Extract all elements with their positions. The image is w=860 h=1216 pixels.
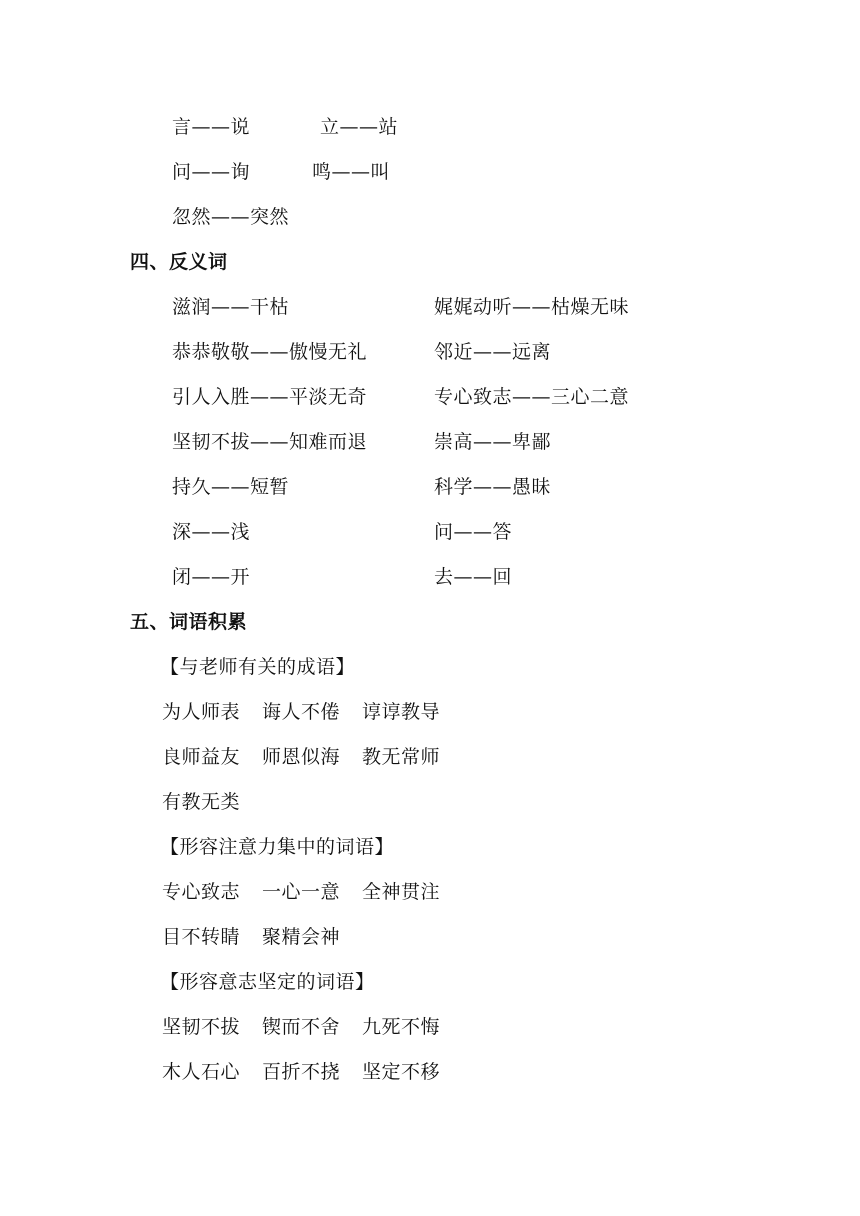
idiom: 锲而不舍 bbox=[262, 1016, 341, 1038]
idiom-line bbox=[162, 1060, 462, 1084]
antonym-pair: 持久——短暂 bbox=[172, 476, 290, 498]
section-heading-word-accumulation: 五、词语积累 bbox=[130, 611, 248, 633]
category-title: 【与老师有关的成语】 bbox=[160, 656, 356, 678]
antonym-pair: 邻近——远离 bbox=[434, 341, 552, 363]
idiom: 目不转睛 bbox=[162, 926, 241, 948]
idiom: 教无常师 bbox=[362, 746, 441, 768]
antonym-pair: 专心致志——三心二意 bbox=[434, 386, 630, 408]
idiom: 谆谆教导 bbox=[362, 701, 441, 723]
idiom-line bbox=[162, 790, 262, 814]
idiom: 九死不悔 bbox=[362, 1016, 441, 1038]
idiom: 诲人不倦 bbox=[262, 701, 341, 723]
idiom: 聚精会神 bbox=[262, 926, 341, 948]
category-title: 【形容意志坚定的词语】 bbox=[160, 971, 375, 993]
idiom: 百折不挠 bbox=[262, 1061, 341, 1083]
idiom: 为人师表 bbox=[162, 701, 241, 723]
antonym-pair: 坚韧不拔——知难而退 bbox=[172, 431, 368, 453]
idiom: 专心致志 bbox=[162, 881, 241, 903]
idiom: 木人石心 bbox=[162, 1061, 241, 1083]
idiom: 一心一意 bbox=[262, 881, 341, 903]
antonym-pair: 娓娓动听——枯燥无味 bbox=[434, 296, 630, 318]
synonym-pair: 鸣——叫 bbox=[312, 161, 391, 183]
section-heading-antonyms: 四、反义词 bbox=[130, 251, 228, 273]
antonym-pair: 崇高——卑鄙 bbox=[434, 431, 552, 453]
antonym-pair: 深——浅 bbox=[172, 521, 251, 543]
idiom: 有教无类 bbox=[162, 791, 241, 813]
idiom-line bbox=[162, 1015, 462, 1039]
antonym-pair: 去——回 bbox=[434, 566, 513, 588]
idiom: 师恩似海 bbox=[262, 746, 341, 768]
idiom: 全神贯注 bbox=[362, 881, 441, 903]
idiom: 良师益友 bbox=[162, 746, 241, 768]
idiom-line bbox=[162, 880, 462, 904]
synonym-pair: 言——说 bbox=[172, 116, 251, 138]
synonym-pair: 立——站 bbox=[320, 116, 399, 138]
synonym-pair: 忽然——突然 bbox=[172, 206, 290, 228]
antonym-pair: 引人入胜——平淡无奇 bbox=[172, 386, 368, 408]
antonym-pair: 恭恭敬敬——傲慢无礼 bbox=[172, 341, 368, 363]
idiom-line bbox=[162, 745, 462, 769]
synonym-pair: 问——询 bbox=[172, 161, 251, 183]
antonym-pair: 闭——开 bbox=[172, 566, 251, 588]
idiom-line bbox=[162, 925, 362, 949]
idiom: 坚韧不拔 bbox=[162, 1016, 241, 1038]
antonym-pair: 滋润——干枯 bbox=[172, 296, 290, 318]
antonym-pair: 问——答 bbox=[434, 521, 513, 543]
idiom: 坚定不移 bbox=[362, 1061, 441, 1083]
antonym-pair: 科学——愚昧 bbox=[434, 476, 552, 498]
idiom-line bbox=[162, 700, 462, 724]
category-title: 【形容注意力集中的词语】 bbox=[160, 836, 395, 858]
